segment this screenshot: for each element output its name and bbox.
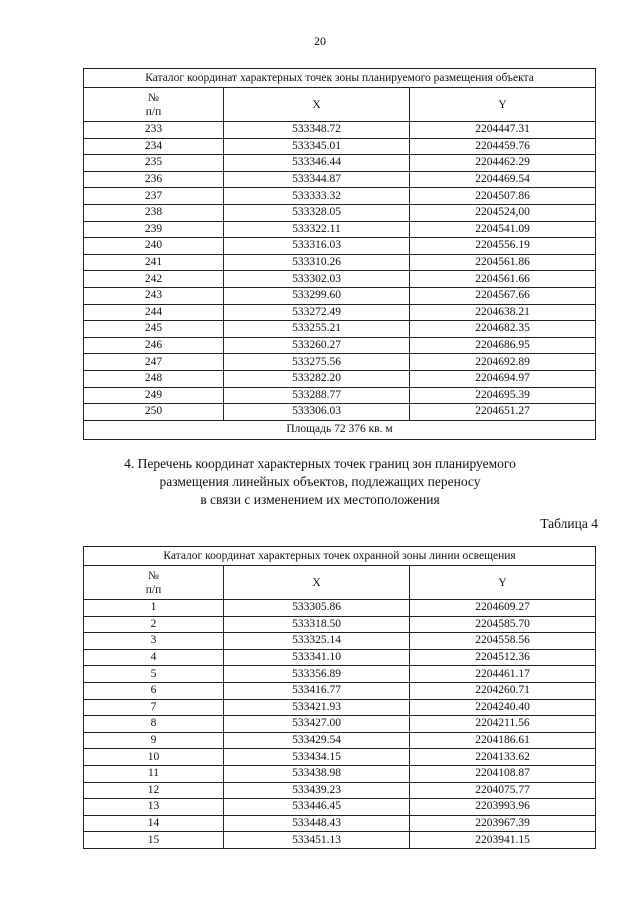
y-coordinate-cell: 2204507.86 xyxy=(410,188,596,205)
point-number-cell: 13 xyxy=(84,799,224,816)
y-coordinate-cell: 2204512.36 xyxy=(410,649,596,666)
x-coordinate-cell: 533260.27 xyxy=(224,337,410,354)
y-coordinate-cell: 2204461.17 xyxy=(410,666,596,683)
table-row xyxy=(84,782,596,799)
point-number-cell: 9 xyxy=(84,732,224,749)
section-heading-line3: в связи с изменением их местоположения xyxy=(200,492,440,507)
x-coordinate-cell: 533421.93 xyxy=(224,699,410,716)
table-row xyxy=(84,287,596,304)
point-number-cell: 2 xyxy=(84,616,224,633)
x-coordinate-cell: 533328.05 xyxy=(224,204,410,221)
table-row xyxy=(84,765,596,782)
point-number-cell: 243 xyxy=(84,287,224,304)
x-coordinate-cell: 533416.77 xyxy=(224,682,410,699)
area-row xyxy=(84,420,596,439)
table-row xyxy=(84,238,596,255)
x-coordinate-cell: 533299.60 xyxy=(224,287,410,304)
table-row xyxy=(84,404,596,421)
point-number-cell: 248 xyxy=(84,370,224,387)
y-coordinate-cell: 2204558.56 xyxy=(410,633,596,650)
table-row xyxy=(84,666,596,683)
y-coordinate-cell: 2204561.86 xyxy=(410,254,596,271)
point-number-cell: 12 xyxy=(84,782,224,799)
header-x: X xyxy=(224,88,410,122)
point-number-cell: 242 xyxy=(84,271,224,288)
x-coordinate-cell: 533345.01 xyxy=(224,138,410,155)
section-heading xyxy=(0,455,640,509)
table-row xyxy=(84,271,596,288)
y-coordinate-cell: 2203941.15 xyxy=(410,832,596,849)
table-row xyxy=(84,221,596,238)
point-number-cell: 6 xyxy=(84,682,224,699)
y-coordinate-cell: 2204567.66 xyxy=(410,287,596,304)
y-coordinate-cell: 2204556.19 xyxy=(410,238,596,255)
table-row xyxy=(84,649,596,666)
y-coordinate-cell: 2204211.56 xyxy=(410,716,596,733)
x-coordinate-cell: 533341.10 xyxy=(224,649,410,666)
x-coordinate-cell: 533451.13 xyxy=(224,832,410,849)
area-total: Площадь 72 376 кв. м xyxy=(84,420,596,439)
y-coordinate-cell: 2204524,00 xyxy=(410,204,596,221)
table-row xyxy=(84,749,596,766)
x-coordinate-cell: 533275.56 xyxy=(224,354,410,371)
y-coordinate-cell: 2204686.95 xyxy=(410,337,596,354)
coordinates-table-lighting-zone xyxy=(83,546,596,849)
table-caption-row xyxy=(84,547,596,566)
header-number-line2: п/п xyxy=(145,105,162,118)
table-body xyxy=(84,547,596,849)
y-coordinate-cell: 2204541.09 xyxy=(410,221,596,238)
table-row xyxy=(84,633,596,650)
y-coordinate-cell: 2204682.35 xyxy=(410,321,596,338)
table-row xyxy=(84,122,596,139)
x-coordinate-cell: 533310.26 xyxy=(224,254,410,271)
section-heading-line1: 4. Перечень координат характерных точек границ зон планируемого xyxy=(124,456,516,471)
table-row xyxy=(84,171,596,188)
point-number-cell: 10 xyxy=(84,749,224,766)
point-number-cell: 250 xyxy=(84,404,224,421)
x-coordinate-cell: 533306.03 xyxy=(224,404,410,421)
y-coordinate-cell: 2204469.54 xyxy=(410,171,596,188)
table-row xyxy=(84,616,596,633)
point-number-cell: 235 xyxy=(84,155,224,172)
table-row xyxy=(84,304,596,321)
table-header-row xyxy=(84,566,596,600)
table-row xyxy=(84,354,596,371)
table-body xyxy=(84,69,596,440)
point-number-cell: 15 xyxy=(84,832,224,849)
y-coordinate-cell: 2204585.70 xyxy=(410,616,596,633)
table-row xyxy=(84,600,596,617)
table-label: Таблица 4 xyxy=(540,516,598,531)
y-coordinate-cell: 2204186.61 xyxy=(410,732,596,749)
x-coordinate-cell: 533333.32 xyxy=(224,188,410,205)
section-heading-line2: размещения линейных объектов, подлежащих переносу xyxy=(159,474,481,489)
x-coordinate-cell: 533344.87 xyxy=(224,171,410,188)
y-coordinate-cell: 2203967.39 xyxy=(410,815,596,832)
table-row xyxy=(84,832,596,849)
point-number-cell: 236 xyxy=(84,171,224,188)
table-row xyxy=(84,387,596,404)
table-row xyxy=(84,815,596,832)
x-coordinate-cell: 533305.86 xyxy=(224,600,410,617)
point-number-cell: 238 xyxy=(84,204,224,221)
header-number xyxy=(84,566,224,600)
point-number-cell: 249 xyxy=(84,387,224,404)
y-coordinate-cell: 2204609.27 xyxy=(410,600,596,617)
point-number-cell: 1 xyxy=(84,600,224,617)
coordinates-table-zone xyxy=(83,68,596,440)
table-row xyxy=(84,254,596,271)
y-coordinate-cell: 2204462.29 xyxy=(410,155,596,172)
point-number-cell: 4 xyxy=(84,649,224,666)
y-coordinate-cell: 2204694.97 xyxy=(410,370,596,387)
y-coordinate-cell: 2204459.76 xyxy=(410,138,596,155)
table-caption: Каталог координат характерных точек зоны планируемого размещения объекта xyxy=(84,69,596,88)
header-number-line2: п/п xyxy=(145,583,162,596)
header-y: Y xyxy=(410,88,596,122)
x-coordinate-cell: 533282.20 xyxy=(224,370,410,387)
point-number-cell: 5 xyxy=(84,666,224,683)
table-row xyxy=(84,204,596,221)
y-coordinate-cell: 2204240.40 xyxy=(410,699,596,716)
y-coordinate-cell: 2204075.77 xyxy=(410,782,596,799)
x-coordinate-cell: 533346.44 xyxy=(224,155,410,172)
point-number-cell: 234 xyxy=(84,138,224,155)
header-number xyxy=(84,88,224,122)
point-number-cell: 247 xyxy=(84,354,224,371)
point-number-cell: 11 xyxy=(84,765,224,782)
x-coordinate-cell: 533272.49 xyxy=(224,304,410,321)
x-coordinate-cell: 533434.15 xyxy=(224,749,410,766)
y-coordinate-cell: 2204561.66 xyxy=(410,271,596,288)
point-number-cell: 7 xyxy=(84,699,224,716)
x-coordinate-cell: 533448.43 xyxy=(224,815,410,832)
point-number-cell: 233 xyxy=(84,122,224,139)
table-row xyxy=(84,732,596,749)
x-coordinate-cell: 533302.03 xyxy=(224,271,410,288)
y-coordinate-cell: 2204260.71 xyxy=(410,682,596,699)
table-caption: Каталог координат характерных точек охранной зоны линии освещения xyxy=(84,547,596,566)
table-row xyxy=(84,716,596,733)
header-y: Y xyxy=(410,566,596,600)
point-number-cell: 245 xyxy=(84,321,224,338)
y-coordinate-cell: 2204692.89 xyxy=(410,354,596,371)
table-row xyxy=(84,699,596,716)
y-coordinate-cell: 2204447.31 xyxy=(410,122,596,139)
y-coordinate-cell: 2203993.96 xyxy=(410,799,596,816)
table-row xyxy=(84,370,596,387)
y-coordinate-cell: 2204651.27 xyxy=(410,404,596,421)
table-row xyxy=(84,337,596,354)
x-coordinate-cell: 533325.14 xyxy=(224,633,410,650)
table-row xyxy=(84,321,596,338)
table-caption-row xyxy=(84,69,596,88)
point-number-cell: 239 xyxy=(84,221,224,238)
header-number-line1: № xyxy=(148,569,159,582)
point-number-cell: 237 xyxy=(84,188,224,205)
point-number-cell: 14 xyxy=(84,815,224,832)
page-number: 20 xyxy=(314,34,326,48)
y-coordinate-cell: 2204133.62 xyxy=(410,749,596,766)
point-number-cell: 240 xyxy=(84,238,224,255)
x-coordinate-cell: 533316.03 xyxy=(224,238,410,255)
x-coordinate-cell: 533348.72 xyxy=(224,122,410,139)
x-coordinate-cell: 533318.50 xyxy=(224,616,410,633)
x-coordinate-cell: 533255.21 xyxy=(224,321,410,338)
header-number-line1: № xyxy=(148,91,159,104)
header-x: X xyxy=(224,566,410,600)
y-coordinate-cell: 2204638.21 xyxy=(410,304,596,321)
table-row xyxy=(84,799,596,816)
x-coordinate-cell: 533356.89 xyxy=(224,666,410,683)
table-row xyxy=(84,682,596,699)
point-number-cell: 3 xyxy=(84,633,224,650)
table-header-row xyxy=(84,88,596,122)
x-coordinate-cell: 533446.45 xyxy=(224,799,410,816)
point-number-cell: 241 xyxy=(84,254,224,271)
point-number-cell: 244 xyxy=(84,304,224,321)
x-coordinate-cell: 533322.11 xyxy=(224,221,410,238)
y-coordinate-cell: 2204108.87 xyxy=(410,765,596,782)
x-coordinate-cell: 533429.54 xyxy=(224,732,410,749)
y-coordinate-cell: 2204695.39 xyxy=(410,387,596,404)
table-row xyxy=(84,188,596,205)
table-row xyxy=(84,155,596,172)
x-coordinate-cell: 533439.23 xyxy=(224,782,410,799)
point-number-cell: 8 xyxy=(84,716,224,733)
x-coordinate-cell: 533438.98 xyxy=(224,765,410,782)
table-row xyxy=(84,138,596,155)
point-number-cell: 246 xyxy=(84,337,224,354)
x-coordinate-cell: 533427.00 xyxy=(224,716,410,733)
x-coordinate-cell: 533288.77 xyxy=(224,387,410,404)
